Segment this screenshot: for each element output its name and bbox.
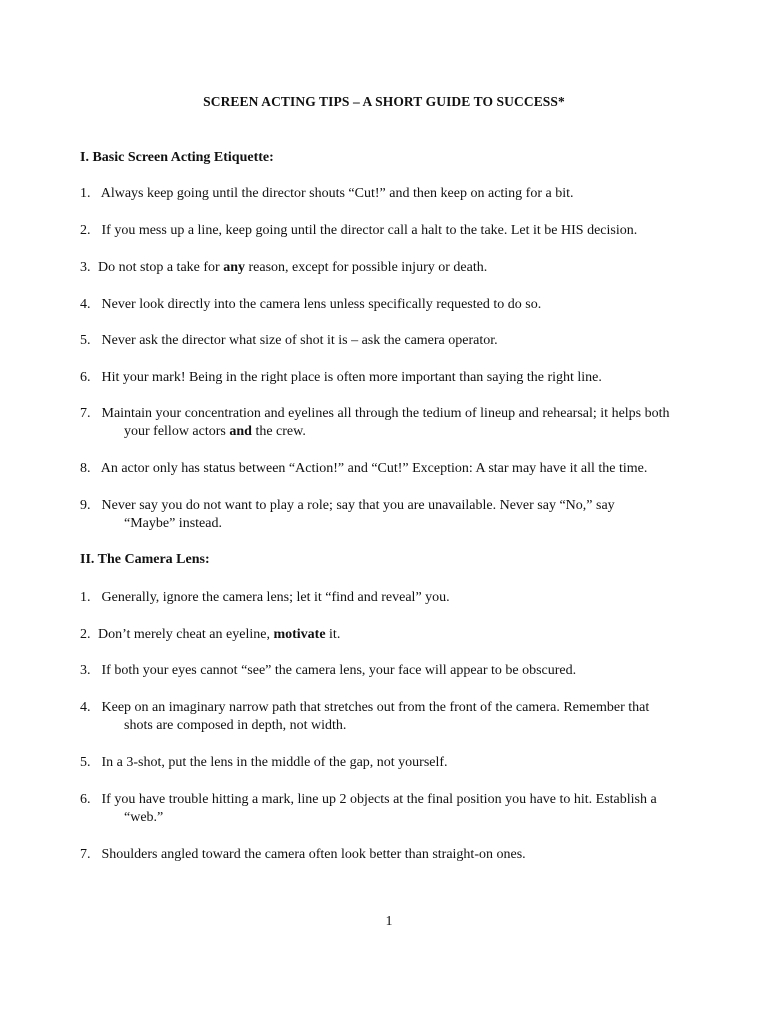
document-title: SCREEN ACTING TIPS – A SHORT GUIDE TO SUCCESS* (203, 94, 565, 109)
list-item (80, 846, 720, 864)
item-text: Keep on an imaginary narrow path that stretches out from the front of the camera. Remember that (101, 700, 650, 715)
list-item (80, 662, 720, 680)
item-number: 3. (80, 260, 91, 275)
list-item (80, 369, 720, 387)
item-number: 1. (80, 186, 91, 201)
item-text: “Maybe” instead. (124, 516, 222, 531)
item-number: 9. (80, 498, 91, 513)
item-number: 2. (80, 223, 91, 238)
list-item (80, 259, 720, 277)
list-item (80, 185, 720, 203)
item-text: your fellow actors (124, 424, 230, 439)
item-text: If both your eyes cannot “see” the camera lens, your face will appear to be obscured. (101, 663, 577, 678)
item-number: 6. (80, 792, 91, 807)
list-item (80, 405, 720, 441)
list-item (80, 791, 720, 827)
item-emphasis: any (223, 260, 245, 275)
item-text: the crew. (251, 424, 306, 439)
item-text: Shoulders angled toward the camera often look better than straight-on ones. (101, 847, 526, 862)
item-number: 6. (80, 370, 91, 385)
item-text: Generally, ignore the camera lens; let it “find and reveal” you. (101, 590, 450, 605)
list-item (80, 332, 720, 350)
item-text: shots are composed in depth, not width. (124, 718, 347, 733)
item-number: 4. (80, 297, 91, 312)
item-text: In a 3-shot, put the lens in the middle of the gap, not yourself. (101, 755, 448, 770)
list-item (80, 222, 720, 240)
list-item (80, 754, 720, 772)
list-item (80, 296, 720, 314)
item-number: 5. (80, 333, 91, 348)
item-text: Don’t merely cheat an eyeline, (98, 627, 274, 642)
item-number: 4. (80, 700, 91, 715)
list-item (80, 460, 720, 478)
item-number: 7. (80, 406, 91, 421)
item-emphasis: and (229, 424, 252, 439)
list-item (80, 589, 720, 607)
item-text: Never ask the director what size of shot it is – ask the camera operator. (101, 333, 498, 348)
item-number: 7. (80, 847, 91, 862)
item-text: it. (325, 627, 341, 642)
item-text: Always keep going until the director shouts “Cut!” and then keep on acting for a bit. (100, 186, 574, 201)
item-number: 2. (80, 627, 91, 642)
section-heading-camera-lens: II. The Camera Lens: (80, 552, 210, 567)
item-text: Never look directly into the camera lens unless specifically requested to do so. (101, 297, 542, 312)
item-text: If you have trouble hitting a mark, line up 2 objects at the final position you have to hit. Establish a (101, 792, 657, 807)
list-item (80, 699, 720, 735)
item-text: “web.” (124, 810, 164, 825)
section-heading-etiquette: I. Basic Screen Acting Etiquette: (80, 150, 274, 165)
item-number: 8. (80, 461, 91, 476)
item-text: Maintain your concentration and eyelines all through the tedium of lineup and rehearsal; it helps both (101, 406, 670, 421)
item-number: 3. (80, 663, 91, 678)
item-text: Do not stop a take for (98, 260, 224, 275)
list-item (80, 497, 720, 533)
item-text: reason, except for possible injury or death. (245, 260, 488, 275)
item-emphasis: motivate (273, 627, 326, 642)
item-number: 1. (80, 590, 91, 605)
item-text: Never say you do not want to play a role; say that you are unavailable. Never say “No,” say (101, 498, 615, 513)
item-text: Hit your mark! Being in the right place is often more important than saying the right line. (101, 370, 602, 385)
list-item (80, 626, 720, 644)
item-text: An actor only has status between “Action!” and “Cut!” Exception: A star may have it all the time. (100, 461, 648, 476)
item-number: 5. (80, 755, 91, 770)
page-number: 1 (385, 914, 393, 929)
item-text: If you mess up a line, keep going until the director call a halt to the take. Let it be HIS decision. (101, 223, 638, 238)
